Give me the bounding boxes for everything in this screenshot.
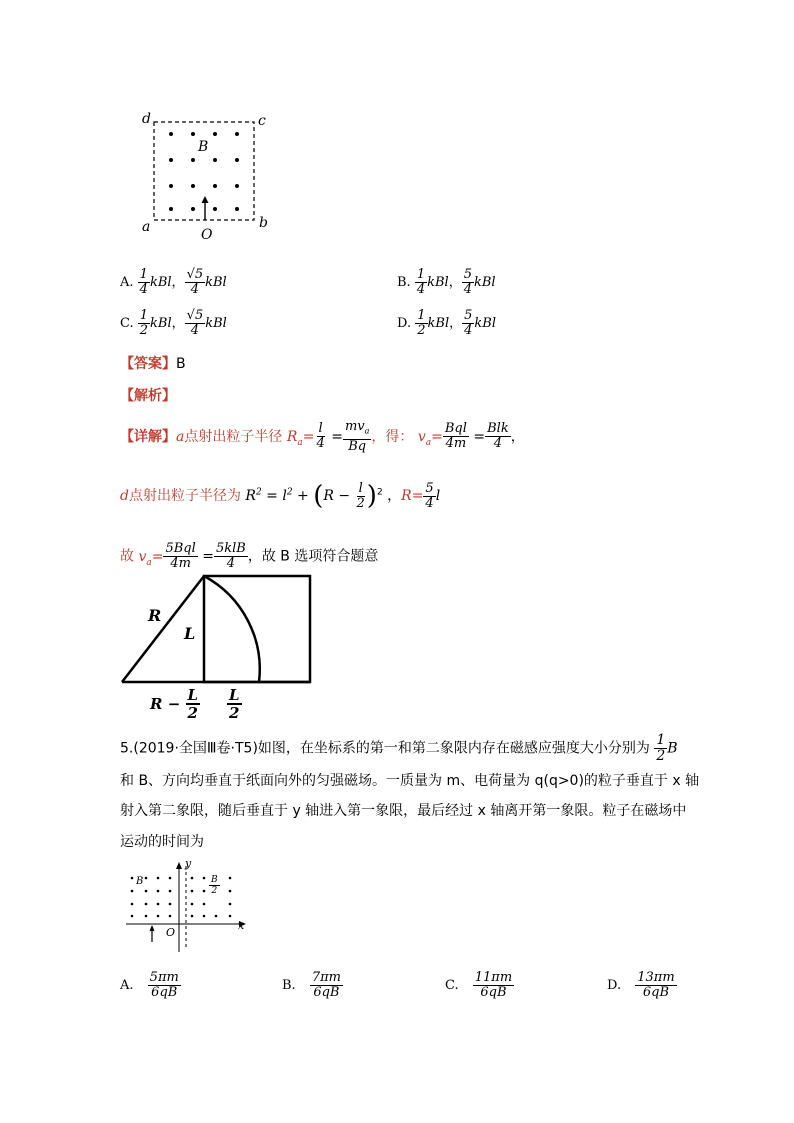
detail-line-3-suffix: ，故 B 选项符合题意 [247,548,379,565]
detail-line-3-prefix: 故 [120,548,134,565]
q5-line-3: 射入第二象限，随后垂直于 y 轴进入第一象限，最后经过 x 轴离开第一象限。粒子在磁场中 [120,803,687,819]
label-R: R [148,606,162,625]
detail-line-2-prefix: 点射出粒子半径为 [128,488,241,504]
option-d[interactable]: D. $\frac{1}{2}$ kBl， $\frac{5}{4}$ kBl [397,308,496,338]
fraction-sqrt5-4: $\frac{√5}{4}$ [186,267,204,297]
option-a-label: A. [120,275,134,290]
field-label-B: B [198,139,209,155]
square-field-figure [138,112,273,242]
label-R-minus-L-over-2: R − $\frac{L}{2}$ [150,686,199,722]
label-L-over-2: $\frac{L}{2}$ [229,686,240,722]
axis-label-y: y [185,857,192,870]
field-label-B: B [136,876,144,887]
origin-label-O: O [201,227,213,243]
q5-option-d[interactable]: D. $\frac{13\pi m}{6qB}$ [607,970,675,1000]
detail-line-2: d点射出粒子半径为 $R^2 = l^2 + (R$ − $\frac{l}{2}$ )$^2$ ，R= $\frac{5}{4}$ l [120,480,441,511]
detail-line-1: 【详解】a点射出粒子半径 $R_a=$ $\frac{l}{4}$ = $\frac{mv_a}{Bq}$ ，得： $v_a=$ $\frac{\text{Bql}}{4m}$ = $\frac{\text{Blk}}{4}$ ， [120,419,525,454]
origin-label-O: O [166,926,176,939]
q5-line-4: 运动的时间为 [120,834,204,850]
answer-line [120,353,186,373]
analysis-tag: 【解析】 [120,388,176,404]
field-label-B-over-2: $\frac{B}{2}$ [211,875,218,896]
geometry-figure [118,570,318,690]
option-b[interactable]: B. $\frac{1}{4}$ kBl， $\frac{5}{4}$ kBl [397,267,496,297]
coordinate-field-figure [122,858,252,954]
answer-tag: 【答案】 [120,356,176,372]
axis-label-x: x [238,919,245,932]
option-b-label: B. [397,275,411,290]
option-c-label: C. [120,316,134,331]
fraction-5-4: $\frac{5}{4}$ [464,308,473,338]
detail-line-3: 故 $v_a=$ $\frac{\text{5Bql}}{4m}$ = $\frac{\text{5klB}}{4}$ ，故 B 选项符合题意 [120,541,379,571]
option-c[interactable]: C. $\frac{1}{2}$ kBl， $\frac{√5}{4}$ kBl [120,308,227,338]
q5-line-2: 和 B、方向均垂直于纸面向外的匀强磁场。一质量为 m、电荷量为 q(q>0)的粒子垂直于 x 轴 [120,773,700,789]
fraction-1-2: $\frac{1}{2}$ [139,308,149,338]
fraction-1-4: $\frac{1}{4}$ [416,267,426,297]
option-d-label: D. [397,316,412,331]
fraction-1-2: $\frac{1}{2}$ [656,732,666,764]
corner-label-a: a [142,219,151,235]
detail-line-1-get: ，得： [371,428,414,445]
q5-option-a[interactable]: A. $\frac{5\pi m}{6qB}$ [120,970,179,1000]
q5-option-b[interactable]: B. $\frac{7\pi m}{6qB}$ [282,970,341,1000]
fraction-1-2: $\frac{1}{2}$ [417,308,426,338]
option-a[interactable]: A. $\frac{1}{4}$ kBl， $\frac{√5}{4}$ kBl [120,267,227,297]
answer-value: B [176,356,186,372]
detail-tag: 【详解】 [120,428,176,445]
q5-option-c[interactable]: C. $\frac{11\pi m}{6qB}$ [445,970,513,1000]
fraction-1-4: $\frac{1}{4}$ [139,267,148,297]
label-L: L [184,624,196,643]
corner-label-b: b [259,215,268,231]
fraction-sqrt5-4: $\frac{√5}{4}$ [186,308,204,338]
detail-line-1-prefix: 点射出粒子半径 [184,428,283,445]
corner-label-c: c [258,113,266,129]
fraction-5-4: $\frac{5}{4}$ [463,267,472,297]
corner-label-d: d [142,111,151,127]
q5-line-1: 5.(2019·全国Ⅲ卷·T5)如图，在坐标系的第一和第二象限内存在磁感应强度大小分别为 $\frac{1}{2}$ B [120,732,678,764]
